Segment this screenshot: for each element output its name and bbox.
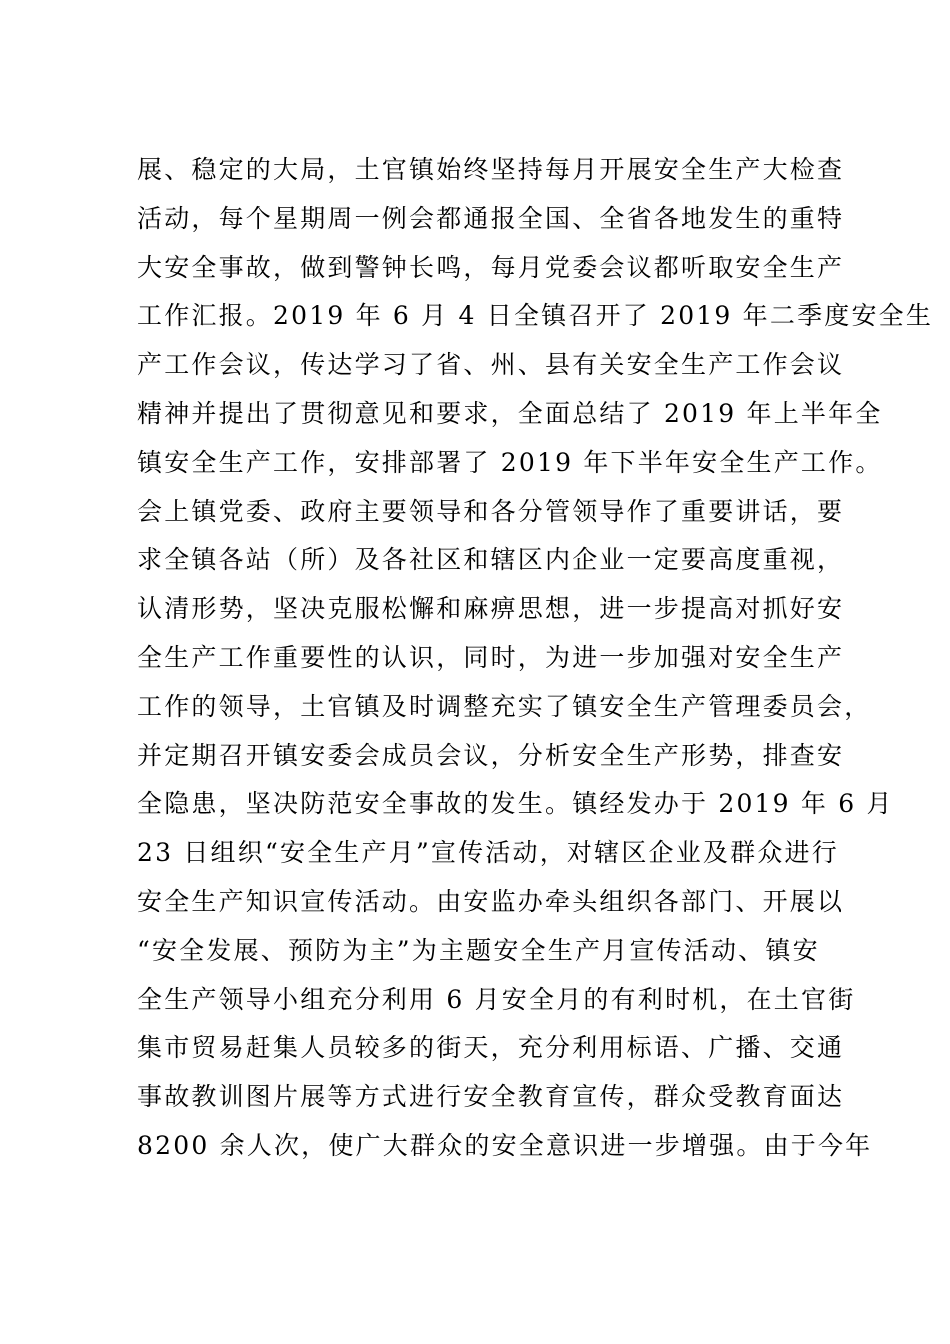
text-line: 8200 余人次，使广大群众的安全意识进一步增强。由于今年 [137, 1130, 873, 1160]
text-line: 展、稳定的大局，土官镇始终坚持每月开展安全生产大检查 [137, 155, 845, 184]
text-line: 全生产领导小组充分利用 6 月安全月的有利时机，在土官街 [137, 984, 856, 1014]
body-text [137, 146, 934, 1171]
text-line: 产工作会议，传达学习了省、州、县有关安全生产工作会议 [137, 350, 845, 380]
text-line: 工作的领导，土官镇及时调整充实了镇安全生产管理委员会， [137, 691, 872, 721]
text-line: 镇安全生产工作，安排部署了 2019 年下半年安全生产工作。 [137, 447, 883, 477]
text-line: 并定期召开镇安委会成员会议，分析安全生产形势，排查安 [137, 740, 845, 770]
text-line: 安全生产知识宣传活动。由安监办牵头组织各部门、开展以 [137, 886, 845, 916]
text-line: 精神并提出了贯彻意见和要求，全面总结了 2019 年上半年全 [137, 398, 883, 428]
text-line: 工作汇报。2019 年 6 月 4 日全镇召开了 2019 年二季度安全生 [137, 301, 934, 331]
text-line: 全生产工作重要性的认识，同时，为进一步加强对安全生产 [137, 642, 845, 672]
text-line: 23 日组织“安全生产月”宣传活动，对辖区企业及群众进行 [137, 838, 839, 868]
text-line: 活动，每个星期周一例会都通报全国、全省各地发生的重特 [137, 203, 845, 233]
text-line: “安全发展、预防为主”为主题安全生产月宣传活动、镇安 [137, 935, 820, 965]
text-line: 全隐患，坚决防范安全事故的发生。镇经发办于 2019 年 6 月 [137, 789, 894, 819]
text-line: 认清形势，坚决克服松懈和麻痹思想，进一步提高对抓好安 [137, 594, 845, 624]
text-line: 事故教训图片展等方式进行安全教育宣传，群众受教育面达 [137, 1082, 845, 1112]
text-line: 求全镇各站（所）及各社区和辖区内企业一定要高度重视， [137, 545, 845, 575]
text-line: 大安全事故，做到警钟长鸣，每月党委会议都听取安全生产 [137, 252, 845, 282]
text-line: 会上镇党委、政府主要领导和各分管领导作了重要讲话，要 [137, 496, 845, 526]
text-line: 集市贸易赶集人员较多的街天，充分利用标语、广播、交通 [137, 1033, 845, 1063]
